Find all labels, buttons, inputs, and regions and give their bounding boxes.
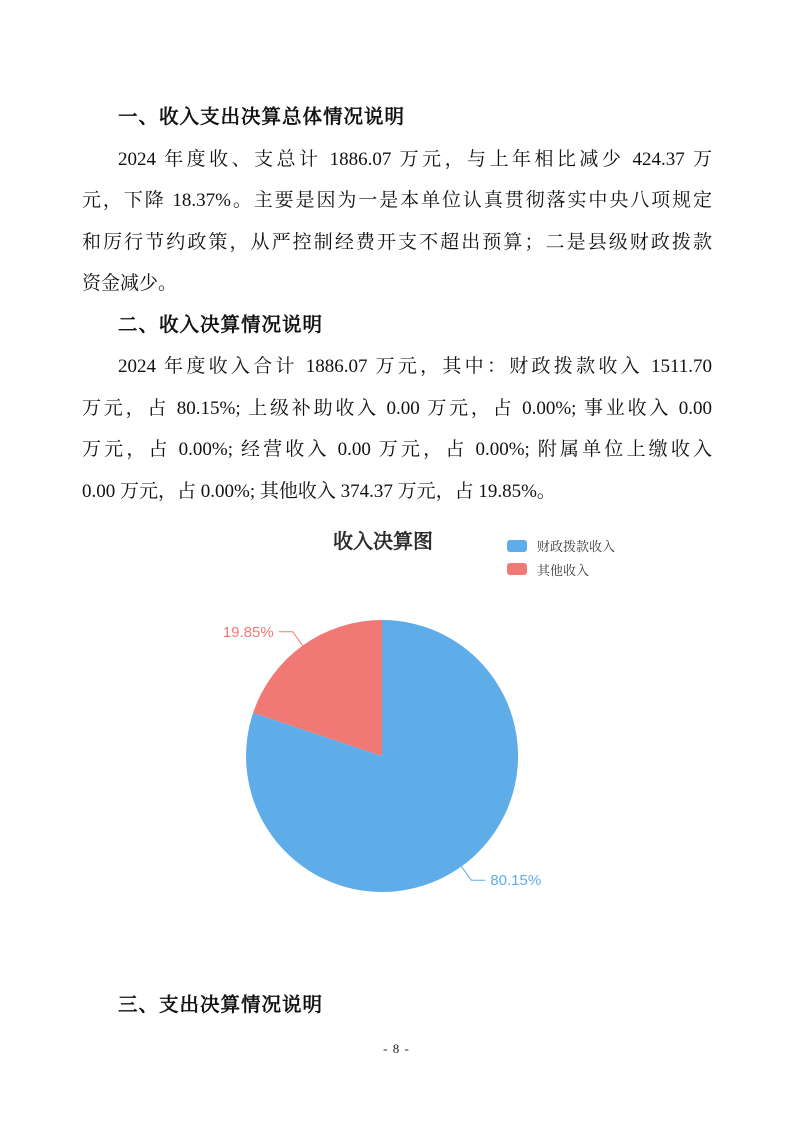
section2-line: 0.00 万元，占 0.00%; 其他收入 374.37 万元，占 19.85%。 xyxy=(82,480,556,502)
legend-swatch-blue xyxy=(507,540,527,552)
section2-line: 万元，占 0.00%; 经营收入 0.00 万元，占 0.00%; 附属单位上缴收入 xyxy=(82,439,712,460)
pie-label-line xyxy=(279,632,303,646)
chart-legend xyxy=(507,534,615,581)
section3 xyxy=(82,985,712,1027)
legend-item-other-income[interactable] xyxy=(507,558,615,582)
legend-label: 其他收入 xyxy=(537,562,590,578)
section2-heading: 二、收入决算情况说明 xyxy=(118,313,324,336)
section1-heading: 一、收入支出决算总体情况说明 xyxy=(118,106,406,128)
legend-item-fiscal-appropriation[interactable] xyxy=(507,534,615,558)
section1-line: 和厉行节约政策，从严控制经费开支不超出预算；二是县级财政拨款 xyxy=(82,231,712,253)
section2-line: 万元，占 80.15%; 上级补助收入 0.00 万元，占 0.00%; 事业收入 0.00 xyxy=(82,397,712,419)
chart-title: 收入决算图 xyxy=(333,531,433,553)
pie-percent-label: 19.85% xyxy=(222,623,274,641)
section3-heading: 三、支出决算情况说明 xyxy=(118,994,324,1016)
pie-label-line xyxy=(461,866,485,880)
legend-swatch-red xyxy=(507,563,527,575)
page-number: - 8 - xyxy=(383,1041,410,1056)
legend-label: 财政拨款收入 xyxy=(537,539,616,555)
body-text xyxy=(82,97,712,512)
section1-line: 元，下降 18.37%。主要是因为一是本单位认真贯彻落实中央八项规定 xyxy=(82,190,712,211)
section1-line: 2024 年度收、支总计 1886.07 万元，与上年相比减少 424.37 万 xyxy=(118,148,712,170)
income-pie-chart[interactable] xyxy=(180,600,600,920)
section1-line: 资金减少。 xyxy=(82,273,178,294)
pie-percent-label: 80.15% xyxy=(490,872,542,890)
section2-line: 2024 年度收入合计 1886.07 万元，其中：财政拨款收入 1511.70 xyxy=(118,356,712,377)
